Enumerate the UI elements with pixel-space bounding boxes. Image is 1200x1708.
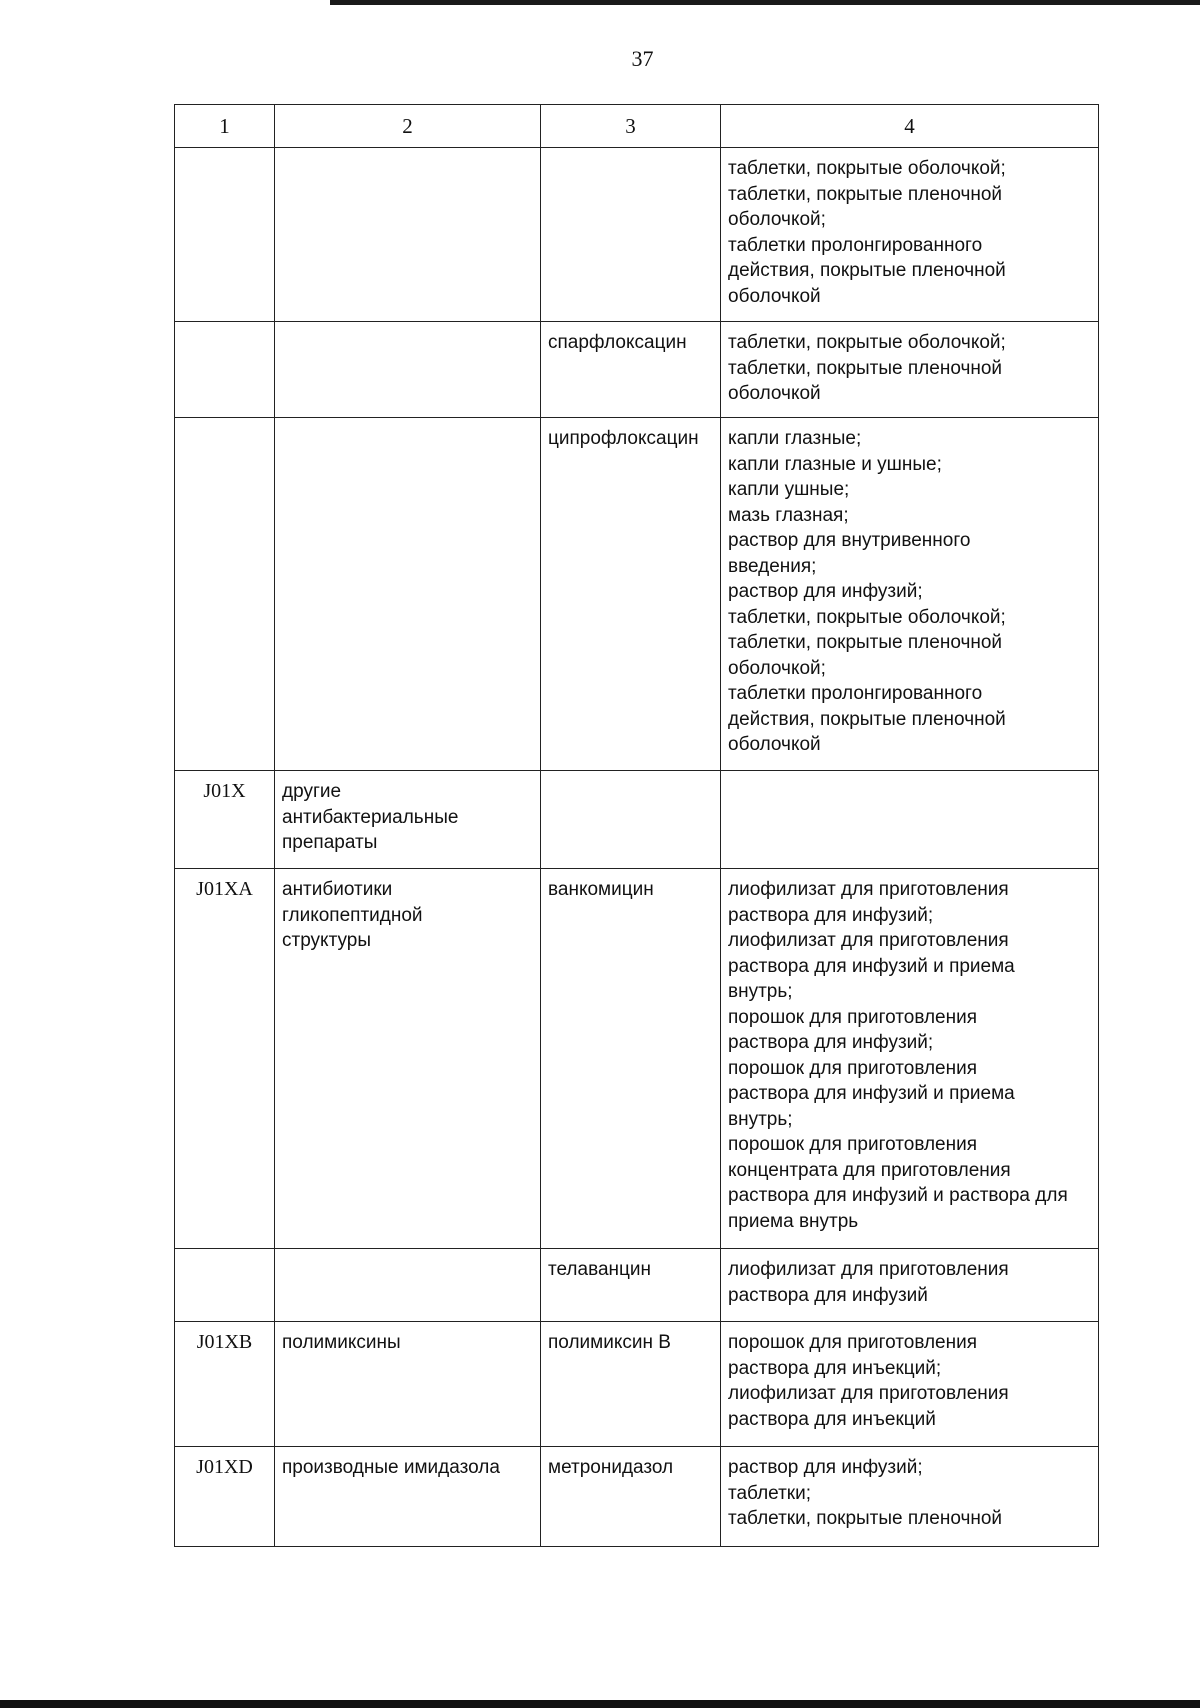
medication-table: [174, 104, 1099, 1547]
atc-code-cell: J01XB: [175, 1322, 275, 1447]
group-cell: [275, 418, 541, 771]
dosage-forms-cell: порошок для приготовления раствора для инъекций; лиофилизат для приготовления раствора для инъекций: [721, 1322, 1099, 1447]
drug-cell: [541, 148, 721, 322]
atc-code-cell: J01XA: [175, 869, 275, 1249]
group-cell: антибиотики гликопептидной структуры: [275, 869, 541, 1249]
atc-code-cell: J01XD: [175, 1447, 275, 1547]
table-row: [175, 418, 1099, 771]
atc-code-cell: [175, 322, 275, 418]
table-row: [175, 1447, 1099, 1547]
atc-code-cell: [175, 148, 275, 322]
group-cell: [275, 1249, 541, 1322]
table-body: [175, 148, 1099, 1547]
table-row: [175, 869, 1099, 1249]
dosage-forms-cell: [721, 771, 1099, 869]
dosage-forms-cell: капли глазные; капли глазные и ушные; капли ушные; мазь глазная; раствор для внутривенного введения; раствор для инфузий; таблетки, покрытые оболочкой; таблетки, покрытые пленочной оболочкой; таблетки пролонгированного действия, покрытые пленочной оболочкой: [721, 418, 1099, 771]
dosage-forms-cell: таблетки, покрытые оболочкой; таблетки, покрытые пленочной оболочкой; таблетки пролонгированного действия, покрытые пленочной оболочкой: [721, 148, 1099, 322]
header-col-drug: 3: [541, 105, 721, 148]
atc-code-cell: J01X: [175, 771, 275, 869]
table-row: [175, 1322, 1099, 1447]
header-col-code: 1: [175, 105, 275, 148]
group-cell: полимиксины: [275, 1322, 541, 1447]
group-cell: [275, 148, 541, 322]
dosage-forms-cell: таблетки, покрытые оболочкой; таблетки, покрытые пленочной оболочкой: [721, 322, 1099, 418]
scan-top-edge: [330, 0, 1200, 5]
scan-bottom-edge: [0, 1700, 1200, 1708]
group-cell: производные имидазола: [275, 1447, 541, 1547]
dosage-forms-cell: раствор для инфузий; таблетки; таблетки, покрытые пленочной: [721, 1447, 1099, 1547]
table-row: [175, 771, 1099, 869]
header-col-forms: 4: [721, 105, 1099, 148]
table-row: [175, 1249, 1099, 1322]
group-cell: другие антибактериальные препараты: [275, 771, 541, 869]
table-row: [175, 322, 1099, 418]
drug-cell: полимиксин В: [541, 1322, 721, 1447]
atc-code-cell: [175, 1249, 275, 1322]
drug-cell: ципрофлоксацин: [541, 418, 721, 771]
table-row: [175, 148, 1099, 322]
drug-cell: спарфлоксацин: [541, 322, 721, 418]
drug-cell: телаванцин: [541, 1249, 721, 1322]
header-col-group: 2: [275, 105, 541, 148]
drug-cell: ванкомицин: [541, 869, 721, 1249]
drug-cell: метронидазол: [541, 1447, 721, 1547]
group-cell: [275, 322, 541, 418]
atc-code-cell: [175, 418, 275, 771]
dosage-forms-cell: лиофилизат для приготовления раствора для инфузий; лиофилизат для приготовления раствора для инфузий и приема внутрь; порошок для приготовления раствора для инфузий; порошок для приготовления раствора для инфузий и приема внутрь; порошок для приготовления концентрата для приготовления раствора для инфузий и раствора для приема внутрь: [721, 869, 1099, 1249]
page-number: 37: [631, 46, 654, 71]
drug-cell: [541, 771, 721, 869]
table-header-row: [175, 105, 1099, 148]
table-header: [175, 105, 1099, 148]
dosage-forms-cell: лиофилизат для приготовления раствора для инфузий: [721, 1249, 1099, 1322]
